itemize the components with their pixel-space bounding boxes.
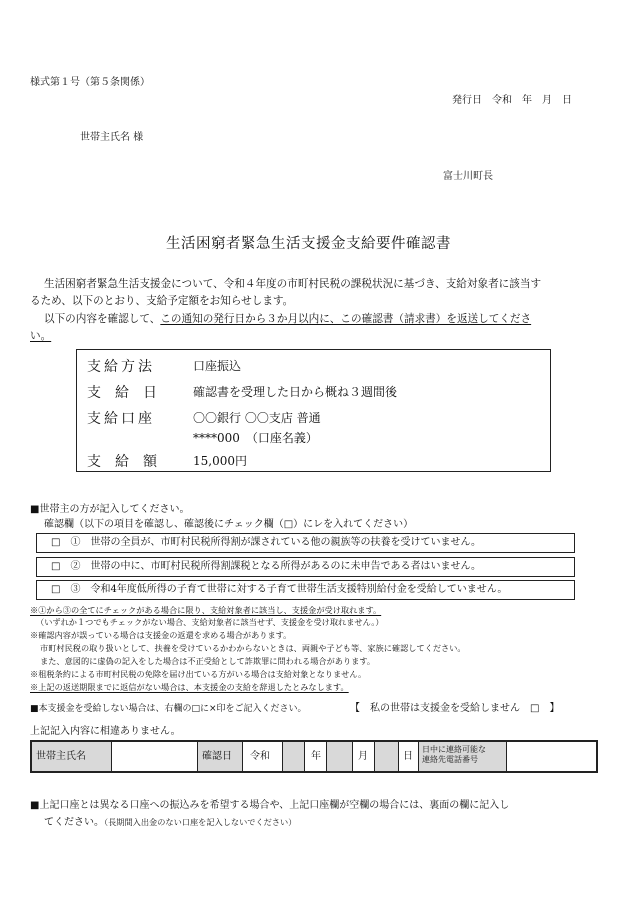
year-input-cell[interactable]: [283, 742, 305, 771]
footer-line-2-text: てください。: [44, 817, 104, 828]
intro-line-3: [44, 311, 531, 328]
phone-label-cell: [419, 742, 507, 771]
form-number: 様式第１号（第５条関係）: [30, 77, 150, 88]
intro-line-3-a: 以下の内容を確認して、: [44, 313, 161, 325]
footer-line-1: ■上記口座とは異なる口座への振込みを希望する場合や、上記口座欄が空欄の場合には、裏面の欄に記入し: [30, 800, 510, 811]
note-7: ※上記の返送期限までに返信がない場合は、本支援金の支給を辞退したとみなします。: [30, 682, 349, 692]
month-input-cell[interactable]: [327, 742, 353, 771]
note-3: ※確認内容が誤っている場合は支援金の返還を求める場合があります。: [30, 630, 292, 640]
intro-line-4: い。: [30, 330, 52, 342]
note-1: ※①から③の全てにチェックがある場合に限り、支給対象者に該当し、支援金が受け取れます。: [30, 605, 382, 615]
payment-info-box: [76, 349, 551, 472]
payment-account-value-2: ****000 （口座名義）: [193, 431, 318, 445]
intro-line-2: るため、以下のとおり、支給予定額をお知らせします。: [30, 295, 294, 307]
day-input-cell[interactable]: [375, 742, 399, 771]
note-2: （いずれか１つでもチェックがない場合、支給対象者に該当せず、支援金を受け取れません。）: [36, 617, 384, 627]
payment-date-label: 支 給 日: [87, 385, 157, 401]
phone-input-cell[interactable]: [507, 742, 596, 771]
footer-line-2-note: （長期間入出金のない口座を記入しないでください）: [104, 817, 297, 827]
decline-instruction: ■本支援金を受給しない場合は、右欄の□に×印をご記入ください。: [30, 704, 307, 714]
check-item-2[interactable]: □ ② 世帯の中に、市町村民税所得割課税となる所得があるのに未申告である者はいません。: [36, 557, 575, 577]
payment-account-label: 支給口座: [87, 411, 155, 427]
signature-table: [30, 740, 598, 773]
issuer: 富士川町長: [443, 171, 493, 182]
payment-method-value: 口座振込: [193, 359, 242, 373]
era-cell: 令和: [243, 742, 283, 771]
date-label-cell: 確認日: [198, 742, 243, 771]
decline-box[interactable]: 【 私の世帯は支援金を受給しません □ 】: [350, 703, 560, 714]
year-label-cell: 年: [305, 742, 327, 771]
checks-heading: ■世帯主の方が記入してください。: [30, 504, 190, 515]
check-item-1[interactable]: □ ① 世帯の全員が、市町村民税所得割が課されている他の親族等の扶養を受けていません。: [36, 533, 575, 553]
payment-account-value-1: 〇〇銀行 〇〇支店 普通: [193, 411, 321, 425]
payment-method-label: 支給方法: [87, 359, 155, 375]
recipient-name: 世帯主氏名 様: [80, 132, 144, 143]
payment-amount-value: 15,000円: [193, 454, 247, 468]
phone-label-line-1: 日中に連絡可能な: [422, 745, 486, 754]
payment-date-value: 確認書を受理した日から概ね３週間後: [193, 385, 398, 399]
payment-amount-label: 支 給 額: [87, 454, 157, 470]
confirm-text: 上記記入内容に相違ありません。: [30, 726, 181, 737]
intro-line-3-deadline: この通知の発行日から３か月以内に、この確認書（請求書）を返送してくださ: [160, 313, 532, 325]
name-label-cell: 世帯主氏名: [32, 742, 112, 771]
note-6: ※租税条約による市町村民税の免除を届け出ている方がいる場合は支給対象となりません。: [30, 669, 367, 679]
issue-date: 発行日 令和 年 月 日: [452, 95, 572, 106]
note-4: 市町村民税の取り扱いとして、扶養を受けているかわからないときは、両親や子ども等、家族に確認してください。: [40, 643, 466, 653]
phone-label-line-2: 連絡先電話番号: [422, 755, 478, 764]
day-label-cell: 日: [399, 742, 419, 771]
name-input-cell[interactable]: [112, 742, 198, 771]
intro-line-1: 生活困窮者緊急生活支援金について、令和４年度の市町村民税の課税状況に基づき、支給対象者に該当す: [44, 278, 542, 290]
checks-instruction: 確認欄（以下の項目を確認し、確認後にチェック欄（□）にレを入れてください）: [44, 519, 414, 530]
month-label-cell: 月: [353, 742, 375, 771]
note-5: また、意図的に虚偽の記入をした場合は不正受給として詐欺罪に問われる場合があります。: [40, 656, 376, 666]
footer-line-2: [44, 813, 296, 828]
check-item-3[interactable]: □ ③ 令和4年度低所得の子育て世帯に対する子育て世帯生活支援特別給付金を受給していません。: [36, 580, 575, 600]
document-title: 生活困窮者緊急生活支援金支給要件確認書: [166, 236, 451, 252]
